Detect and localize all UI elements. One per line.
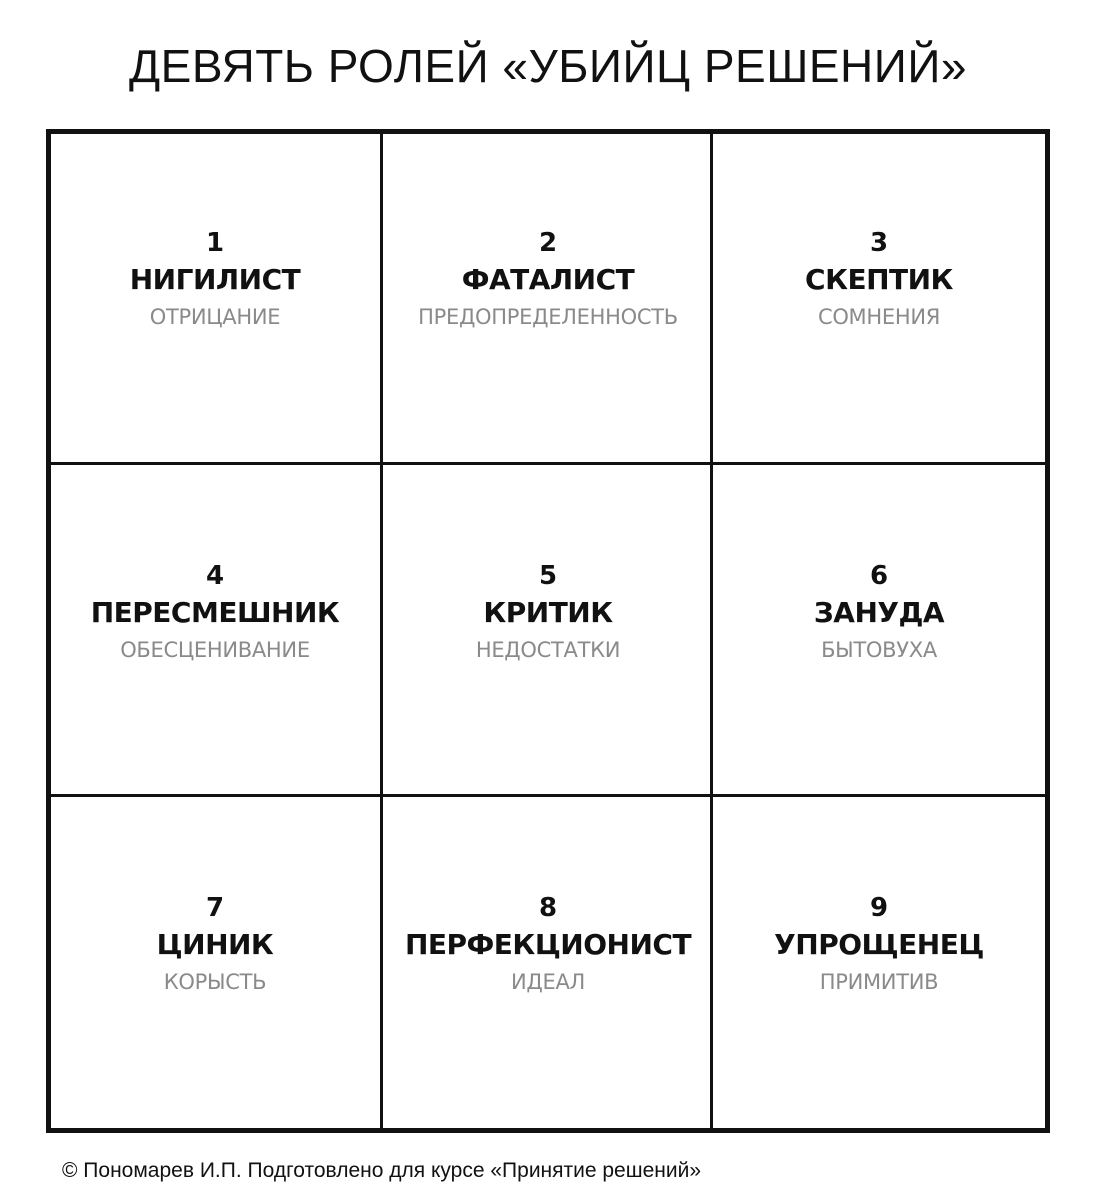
role-cell-9 bbox=[713, 797, 1045, 1129]
role-description: СОМНЕНИЯ bbox=[817, 305, 941, 329]
role-name: СКЕПТИК bbox=[805, 263, 953, 296]
role-cell-4 bbox=[49, 465, 381, 797]
role-card bbox=[49, 891, 381, 999]
role-description: ОБЕСЦЕНИВАНИЕ bbox=[120, 638, 310, 662]
role-card bbox=[382, 559, 714, 667]
role-description: ИДЕАЛ bbox=[510, 970, 586, 994]
role-card bbox=[713, 559, 1045, 667]
role-cell-8 bbox=[382, 797, 714, 1129]
role-cell-7 bbox=[49, 797, 381, 1129]
role-card bbox=[713, 226, 1045, 334]
role-number: 5 bbox=[538, 561, 558, 591]
role-name: ЦИНИК bbox=[156, 928, 274, 961]
role-description: КОРЫСТЬ bbox=[163, 970, 267, 994]
role-cell-6 bbox=[713, 465, 1045, 797]
page-title: ДЕВЯТЬ РОЛЕЙ «УБИЙЦ РЕШЕНИЙ» bbox=[129, 40, 967, 92]
role-description: ОТРИЦАНИЕ bbox=[149, 305, 281, 329]
role-description: ПРЕДОПРЕДЕЛЕННОСТЬ bbox=[418, 305, 678, 329]
role-number: 3 bbox=[869, 228, 889, 258]
role-number: 1 bbox=[205, 228, 225, 258]
role-cell-3 bbox=[713, 132, 1045, 464]
role-cell-5 bbox=[382, 465, 714, 797]
role-card bbox=[49, 559, 381, 667]
role-number: 8 bbox=[538, 893, 558, 923]
roles-grid bbox=[46, 129, 1050, 1133]
role-card bbox=[382, 226, 714, 334]
copyright-footer: © Пономарев И.П. Подготовлено для курсе «Принятие решений» bbox=[62, 1159, 702, 1182]
role-number: 4 bbox=[205, 561, 225, 591]
role-card bbox=[713, 891, 1045, 999]
role-name: КРИТИК bbox=[483, 596, 613, 629]
role-cell-1 bbox=[49, 132, 381, 464]
role-name: УПРОЩЕНЕЦ bbox=[774, 928, 984, 961]
role-description: НЕДОСТАТКИ bbox=[475, 638, 621, 662]
role-name: ЗАНУДА bbox=[813, 596, 945, 629]
role-name: НИГИЛИСТ bbox=[129, 263, 301, 296]
role-description: БЫТОВУХА bbox=[821, 638, 937, 662]
role-cell-2 bbox=[382, 132, 714, 464]
role-number: 7 bbox=[205, 893, 225, 923]
role-name: ПЕРЕСМЕШНИК bbox=[90, 596, 340, 629]
role-number: 2 bbox=[538, 228, 558, 258]
role-number: 9 bbox=[869, 893, 889, 923]
role-name: ФАТАЛИСТ bbox=[461, 263, 635, 296]
role-description: ПРИМИТИВ bbox=[819, 970, 939, 994]
role-card bbox=[382, 891, 714, 999]
role-card bbox=[49, 226, 381, 334]
role-number: 6 bbox=[869, 561, 889, 591]
role-name: ПЕРФЕКЦИОНИСТ bbox=[404, 928, 692, 961]
